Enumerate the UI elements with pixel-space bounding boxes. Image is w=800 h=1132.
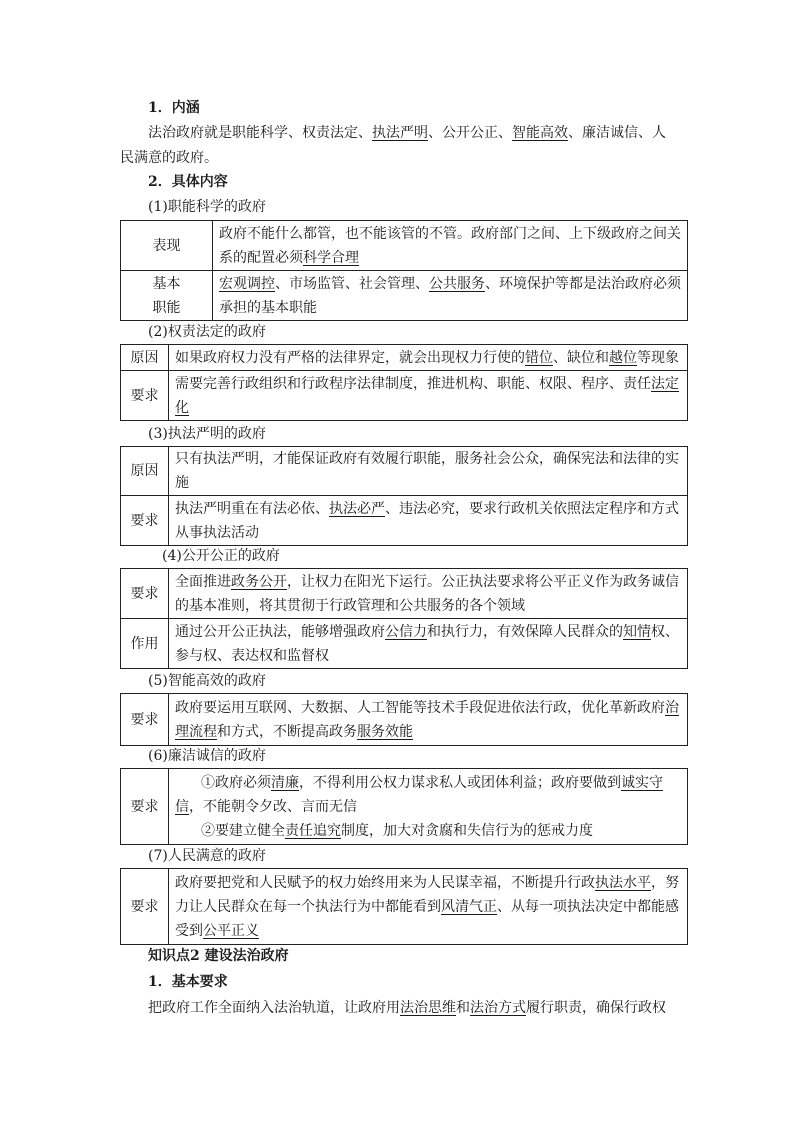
row-head: 要求 (121, 869, 169, 945)
table-row (121, 569, 688, 619)
row-body: 需要完善行政组织和行政程序法律制度，推进机构、职能、权限、程序、责任法定 化 (169, 371, 688, 421)
section-heading-basic: 1．基本要求 (148, 974, 228, 990)
table-row (121, 447, 688, 496)
row-head: 要求 (121, 769, 169, 845)
table-row (121, 371, 688, 421)
paragraph-definition-cont: 民满意的政府。 (120, 150, 218, 166)
row-body: 政府不能什么都管，也不能该管的不管。政府部门之间、上下级政府之间关 系的配置必须科学合理 (213, 221, 688, 271)
table-row (121, 496, 688, 546)
table-row (121, 769, 688, 845)
row-body: 政府要运用互联网、大数据、人工智能等技术手段促进依法行政，优化革新政府治 理流程和方式，不断提高政务服务效能 (169, 694, 688, 746)
table-row (121, 221, 688, 271)
subheading-5: (5)智能高效的政府 (148, 673, 266, 689)
row-body: ①政府必须清廉，不得利用公权力谋求私人或团体利益；政府要做到诚实守 信，不能朝令夕改、言而无信 ②要建立健全责任追究制度，加大对贪腐和失信行为的惩戒力度 (169, 769, 688, 845)
row-head: 基本 职能 (121, 271, 213, 321)
table-law-enforcement (120, 446, 688, 546)
row-head: 原因 (121, 447, 169, 496)
row-body: 政府要把党和人民赋予的权力始终用来为人民谋幸福，不断提升行政执法水平，努 力让人民群众在每一个执法行为中都能看到风清气正、从每一项执法决定中都能感 受到公平正义 (169, 869, 688, 945)
section-heading-content: 2．具体内容 (148, 174, 228, 190)
table-openness (120, 568, 688, 669)
table-row (121, 869, 688, 945)
row-head: 要求 (121, 496, 169, 546)
row-head: 表现 (121, 221, 213, 271)
subheading-7: (7)人民满意的政府 (148, 848, 266, 864)
row-head: 要求 (121, 569, 169, 619)
section-heading-connotation: 1．内涵 (148, 100, 200, 116)
table-row (121, 694, 688, 746)
subheading-3: (3)执法严明的政府 (148, 426, 266, 442)
table-functions (120, 220, 688, 321)
row-body: 宏观调控、市场监管、社会管理、公共服务、环境保护等都是法治政府必须 承担的基本职能 (213, 271, 688, 321)
table-integrity (120, 768, 688, 845)
row-head: 要求 (121, 371, 169, 421)
table-efficiency (120, 693, 688, 746)
row-head: 要求 (121, 694, 169, 746)
subheading-2: (2)权责法定的政府 (148, 324, 266, 340)
row-body: 全面推进政务公开，让权力在阳光下运行。公正执法要求将公平正义作为政务诚信 的基本准则，将其贯彻于行政管理和公共服务的各个领域 (169, 569, 688, 619)
table-row (121, 345, 688, 371)
row-head: 作用 (121, 619, 169, 669)
row-body: 如果政府权力没有严格的法律界定，就会出现权力行使的错位、缺位和越位等现象 (169, 345, 688, 371)
table-row (121, 619, 688, 669)
paragraph-definition: 法治政府就是职能科学、权责法定、执法严明、公开公正、智能高效、廉洁诚信、人 (148, 125, 666, 141)
row-head: 原因 (121, 345, 169, 371)
row-body: 执法严明重在有法必依、执法必严、违法必究，要求行政机关依照法定程序和方式 从事执法活动 (169, 496, 688, 546)
row-body: 只有执法严明，才能保证政府有效履行职能，服务社会公众，确保宪法和法律的实 施 (169, 447, 688, 496)
table-satisfaction (120, 868, 688, 945)
knowledge-point-heading: 知识点2 建设法治政府 (148, 948, 289, 964)
subheading-1: (1)职能科学的政府 (148, 199, 266, 215)
subheading-6: (6)廉洁诚信的政府 (148, 748, 266, 764)
row-body: 通过公开公正执法，能够增强政府公信力和执行力，有效保障人民群众的知情权、 参与权、表达权和监督权 (169, 619, 688, 669)
subheading-4: (4)公开公正的政府 (162, 548, 280, 564)
table-row (121, 271, 688, 321)
paragraph-basic-requirement: 把政府工作全面纳入法治轨道，让政府用法治思维和法治方式履行职责，确保行政权 (148, 1000, 666, 1016)
table-powers (120, 344, 688, 421)
